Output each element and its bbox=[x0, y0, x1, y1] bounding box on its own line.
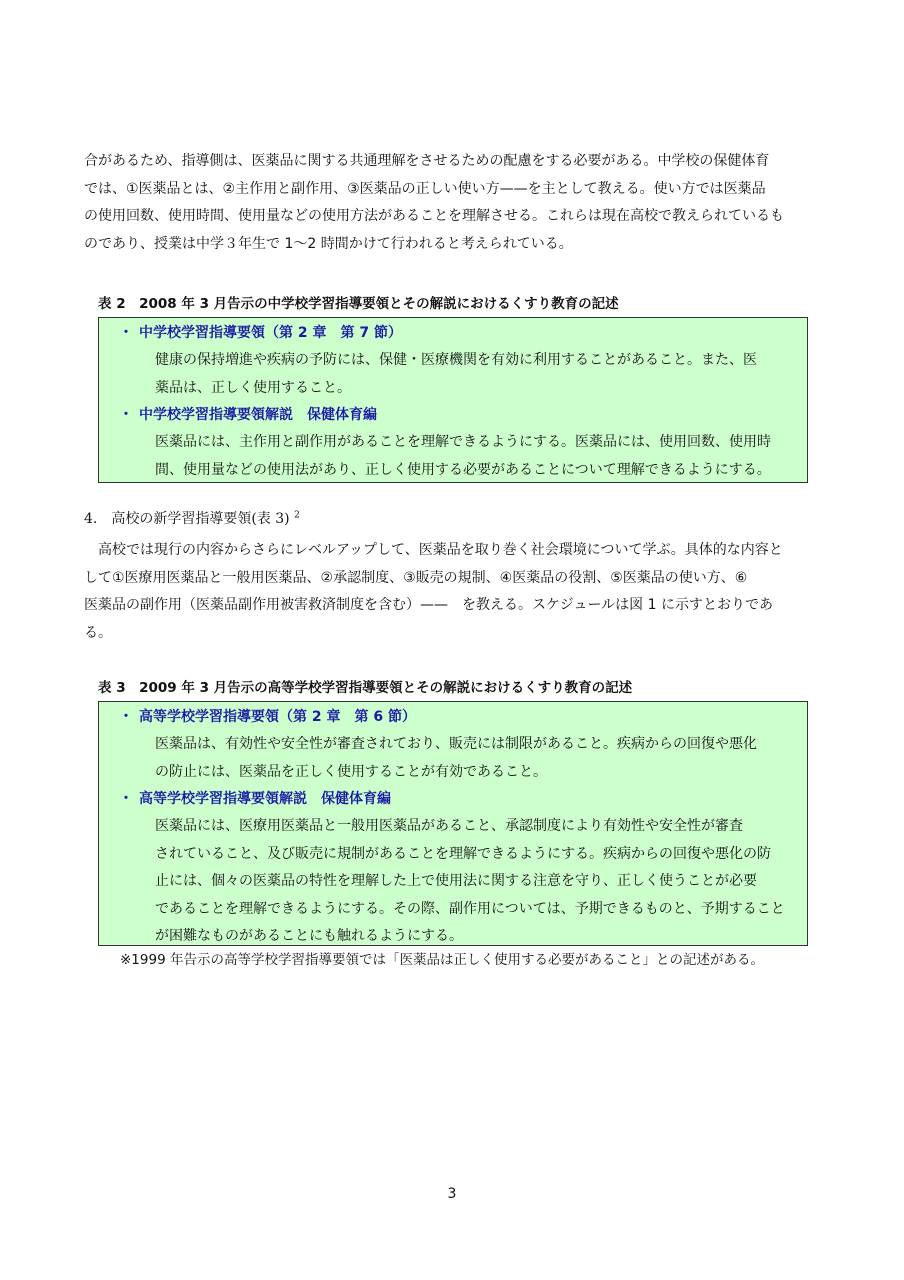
section4-line: る。 bbox=[84, 624, 112, 641]
body-line: の防止には、医薬品を正しく使用することが有効であること。 bbox=[155, 763, 547, 780]
bullet-icon: ・ bbox=[119, 407, 133, 423]
heading-text: 中学校学習指導要領（第 2 章 第 7 節） bbox=[139, 325, 402, 341]
bullet-icon: ・ bbox=[119, 325, 133, 341]
table2-caption: 表 2 2008 年 3 月告示の中学校学習指導要領とその解説におけるくすり教育の記述 bbox=[98, 296, 619, 312]
body-line: 医薬品には、医療用医薬品と一般用医薬品があること、承認制度により有効性や安全性が審査 bbox=[155, 818, 743, 834]
table3-caption: 表 3 2009 年 3 月告示の高等学校学習指導要領とその解説におけるくすり教育の記述 bbox=[98, 680, 633, 696]
bullet-icon: ・ bbox=[119, 709, 133, 725]
table3-item-body bbox=[99, 731, 807, 786]
heading-text: 高等学校学習指導要領（第 2 章 第 6 節） bbox=[139, 709, 416, 725]
intro-line: の使用回数、使用時間、使用量などの使用方法があることを理解させる。これらは現在高校で教えられているも bbox=[84, 208, 784, 224]
body-line: 医薬品には、主作用と副作用があることを理解できるようにする。医薬品には、使用回数、使用時 bbox=[155, 434, 771, 450]
section-heading-text: 4. 高校の新学習指導要領(表 3) bbox=[84, 511, 290, 527]
table2-item bbox=[99, 402, 807, 484]
body-line: 医薬品は、有効性や安全性が審査されており、販売には制限があること。疾病からの回復や悪化 bbox=[155, 736, 757, 752]
page-number: 3 bbox=[447, 1186, 457, 1202]
body-line: が困難なものがあることにも触れるようにする。 bbox=[155, 928, 463, 944]
table2-item-body bbox=[99, 429, 807, 484]
table3-item-heading bbox=[99, 786, 807, 813]
table3-item-body bbox=[99, 813, 807, 951]
body-line: 止には、個々の医薬品の特性を理解した上で使用法に関する注意を守り、正しく使うことが必要 bbox=[155, 873, 757, 889]
table3-note: ※1999 年告示の高等学校学習指導要領では「医薬品は正しく使用する必要があること」との記述がある。 bbox=[120, 952, 764, 968]
table2-item bbox=[99, 320, 807, 402]
heading-text: 高等学校学習指導要領解説 保健体育編 bbox=[139, 791, 391, 807]
table2-item-body bbox=[99, 347, 807, 402]
body-line: であることを理解できるようにする。その際、副作用については、予期できるものと、予期すること bbox=[155, 900, 785, 917]
section4-line: して①医療用医薬品と一般用医薬品、②承認制度、③販売の規制、④医薬品の役割、⑤医薬品の使い方、⑥ bbox=[84, 569, 748, 586]
table2-box bbox=[98, 317, 808, 483]
table3-item bbox=[99, 704, 807, 786]
bullet-icon: ・ bbox=[119, 791, 133, 807]
section-heading bbox=[84, 508, 300, 528]
intro-line: では、①医薬品とは、②主作用と副作用、③医薬品の正しい使い方——を主として教える。使い方では医薬品 bbox=[84, 180, 766, 197]
table2-item-heading bbox=[99, 320, 807, 347]
table3-box bbox=[98, 701, 808, 946]
heading-text: 中学校学習指導要領解説 保健体育編 bbox=[139, 407, 377, 423]
table3-item-heading bbox=[99, 704, 807, 731]
footnote-ref: 2 bbox=[294, 510, 300, 521]
section4-paragraph bbox=[84, 537, 828, 647]
table3-item bbox=[99, 786, 807, 951]
section4-line: 高校では現行の内容からさらにレベルアップして、医薬品を取り巻く社会環境について学ぶ。具体的な内容と bbox=[84, 542, 783, 558]
body-line: 間、使用量などの使用法があり、正しく使用する必要があることについて理解できるようにする。 bbox=[155, 461, 771, 478]
body-line: されていること、及び販売に規制があることを理解できるようにする。疾病からの回復や悪化の防 bbox=[155, 845, 771, 862]
body-line: 薬品は、正しく使用すること。 bbox=[155, 379, 351, 396]
intro-paragraph bbox=[84, 148, 828, 258]
intro-line: のであり、授業は中学３年生で 1～2 時間かけて行われると考えられている。 bbox=[84, 235, 573, 252]
intro-line: 合があるため、指導側は、医薬品に関する共通理解をさせるための配慮をする必要がある。中学校の保健体育 bbox=[84, 153, 770, 169]
table2-item-heading bbox=[99, 402, 807, 429]
section4-line: 医薬品の副作用（医薬品副作用被害救済制度を含む）—— を教える。スケジュールは図 1 に示すとおりであ bbox=[84, 597, 773, 613]
body-line: 健康の保持増進や疾病の予防には、保健・医療機関を有効に利用することがあること。また、医 bbox=[155, 352, 757, 368]
